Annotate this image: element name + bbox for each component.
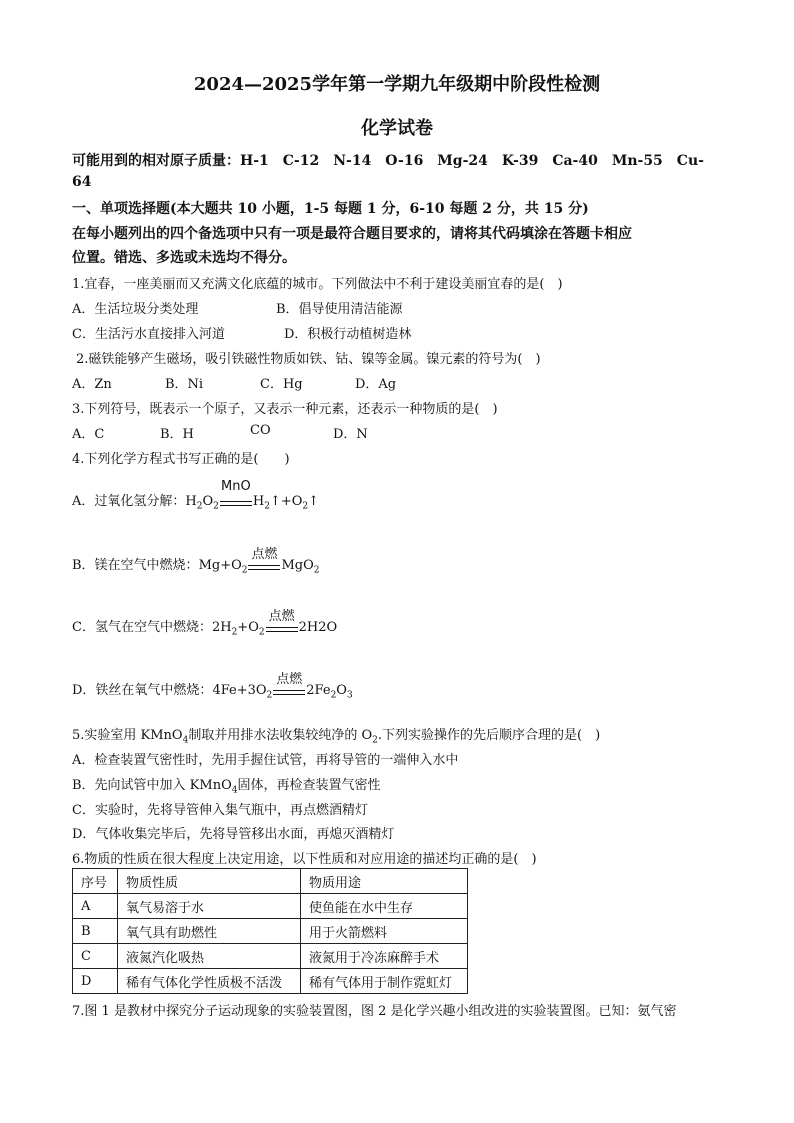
q2-option-b: B．Ni bbox=[165, 377, 204, 392]
q4-option-d-label: D．铁丝在氧气中燃烧： bbox=[72, 683, 213, 698]
q4-option-a: A．过氧化氢分解：$H_2O_2$ MnO $H_2↑+O_2↑$ bbox=[72, 478, 320, 512]
table-cell: A bbox=[73, 894, 118, 919]
table-cell: 使鱼能在水中生存 bbox=[301, 894, 468, 919]
q2-option-d: D．Ag bbox=[355, 377, 397, 392]
section1-instruction-1: 在每小题列出的四个备选项中只有一项是最符合题目要求的，请将其代码填涂在答题卡相应 bbox=[72, 226, 632, 242]
exam-title: 2024—2025学年第一学期九年级期中阶段性检测 bbox=[193, 74, 601, 95]
table-cell: B bbox=[73, 919, 118, 944]
section1-instruction-2: 位置。错选、多选或未选均不得分。 bbox=[72, 250, 296, 266]
table-cell: 用于火箭燃料 bbox=[301, 919, 468, 944]
table-row bbox=[73, 919, 468, 944]
q1-stem: 1.宜春，一座美丽而又充满文化底蕴的城市。下列做法中不利于建设美丽宜春的是( ) bbox=[72, 277, 563, 292]
q2-stem: 2.磁铁能够产生磁场，吸引铁磁性物质如铁、钴、镍等金属。镍元素的符号为( ) bbox=[76, 352, 541, 367]
table-cell: C bbox=[73, 944, 118, 969]
q4-option-a-label: A．过氧化氢分解： bbox=[72, 494, 186, 509]
q3-option-d: D．N bbox=[333, 427, 368, 442]
table-row bbox=[73, 944, 468, 969]
q3-option-c: CO bbox=[250, 423, 271, 438]
reaction-arrow bbox=[266, 608, 298, 635]
atomic-masses-line2: 64 bbox=[72, 174, 92, 190]
reaction-condition: 点燃 bbox=[268, 608, 295, 624]
table-row bbox=[73, 969, 468, 994]
table-header-cell: 物质性质 bbox=[118, 869, 301, 894]
q4-option-b: B．镁在空气中燃烧：$Mg+O_2$ 点燃 MgO$_2$ bbox=[72, 554, 320, 576]
table-row bbox=[73, 894, 468, 919]
exam-subtitle: 化学试卷 bbox=[361, 118, 433, 139]
q3-stem: 3.下列符号，既表示一个原子，又表示一种元素，还表示一种物质的是( ) bbox=[72, 402, 498, 417]
atomic-masses-line1: 可能用到的相对原子质量：H-1 C-12 N-14 O-16 Mg-24 K-39 Ca-40 Mn-55 Cu- bbox=[72, 153, 704, 169]
table-cell: 氧气具有助燃性 bbox=[118, 919, 301, 944]
q4-option-b-label: B．镁在空气中燃烧： bbox=[72, 558, 199, 573]
q1-option-a: A．生活垃圾分类处理 bbox=[72, 302, 199, 317]
reaction-condition: 点燃 bbox=[251, 546, 278, 562]
q1-option-c: C．生活污水直接排入河道 bbox=[72, 327, 225, 342]
table-cell: 氧气易溶于水 bbox=[118, 894, 301, 919]
table-cell: 液氮用于冷冻麻醉手术 bbox=[301, 944, 468, 969]
reaction-condition: MnO bbox=[221, 478, 251, 494]
q3-option-a: A．C bbox=[72, 427, 105, 442]
section1-heading: 一、单项选择题(本大题共 10 小题，1-5 每题 1 分，6-10 每题 2 分，共 15 分) bbox=[72, 201, 589, 217]
q4-option-c-label: C．氢气在空气中燃烧： bbox=[72, 620, 212, 635]
q4-option-d: D．铁丝在氧气中燃烧：$4Fe+3O_2$ 点燃 $2Fe_2O_3$ bbox=[72, 679, 353, 701]
table-cell: 液氮汽化吸热 bbox=[118, 944, 301, 969]
table-header-row bbox=[73, 869, 468, 894]
q2-option-a: A．Zn bbox=[72, 377, 112, 392]
q1-option-b: B．倡导使用清洁能源 bbox=[276, 302, 403, 317]
q6-stem: 6.物质的性质在很大程度上决定用途，以下性质和对应用途的描述均正确的是( ) bbox=[72, 852, 537, 867]
q5-option-d: D．气体收集完毕后，先将导管移出水面，再熄灭酒精灯 bbox=[72, 827, 395, 842]
q7-stem: 7.图 1 是教材中探究分子运动现象的实验装置图，图 2 是化学兴趣小组改进的实验装置图。已知：氨气密 bbox=[72, 1004, 677, 1019]
q4-stem: 4.下列化学方程式书写正确的是( ) bbox=[72, 452, 290, 467]
q4-option-c: C．氢气在空气中燃烧：$2H_2+O_2$ 点燃 2H2O bbox=[72, 616, 337, 638]
q5-stem: 5.实验室用 KMnO$_4$制取并用排水法收集较纯净的 $O_2$.下列实验操作的先后顺序合理的是( ) bbox=[72, 728, 601, 746]
q1-option-d: D．积极行动植树造林 bbox=[284, 327, 412, 342]
q2-option-c: C．Hg bbox=[260, 377, 303, 392]
q3-option-b: B．H bbox=[160, 427, 194, 442]
table-cell: D bbox=[73, 969, 118, 994]
reaction-arrow bbox=[273, 671, 305, 698]
q5-option-a: A．检查装置气密性时，先用手握住试管，再将导管的一端伸入水中 bbox=[72, 753, 459, 768]
table-header-cell: 序号 bbox=[73, 869, 118, 894]
reaction-condition: 点燃 bbox=[276, 671, 303, 687]
table-cell: 稀有气体用于制作霓虹灯 bbox=[301, 969, 468, 994]
table-header-cell: 物质用途 bbox=[301, 869, 468, 894]
reaction-arrow bbox=[248, 546, 280, 573]
table-cell: 稀有气体化学性质极不活泼 bbox=[118, 969, 301, 994]
q5-option-c: C．实验时，先将导管伸入集气瓶中，再点燃酒精灯 bbox=[72, 803, 368, 818]
reaction-arrow bbox=[220, 478, 252, 509]
q5-option-b: B．先向试管中加入 KMnO$_4$固体，再检查装置气密性 bbox=[72, 778, 381, 796]
q6-properties-table bbox=[72, 868, 468, 994]
